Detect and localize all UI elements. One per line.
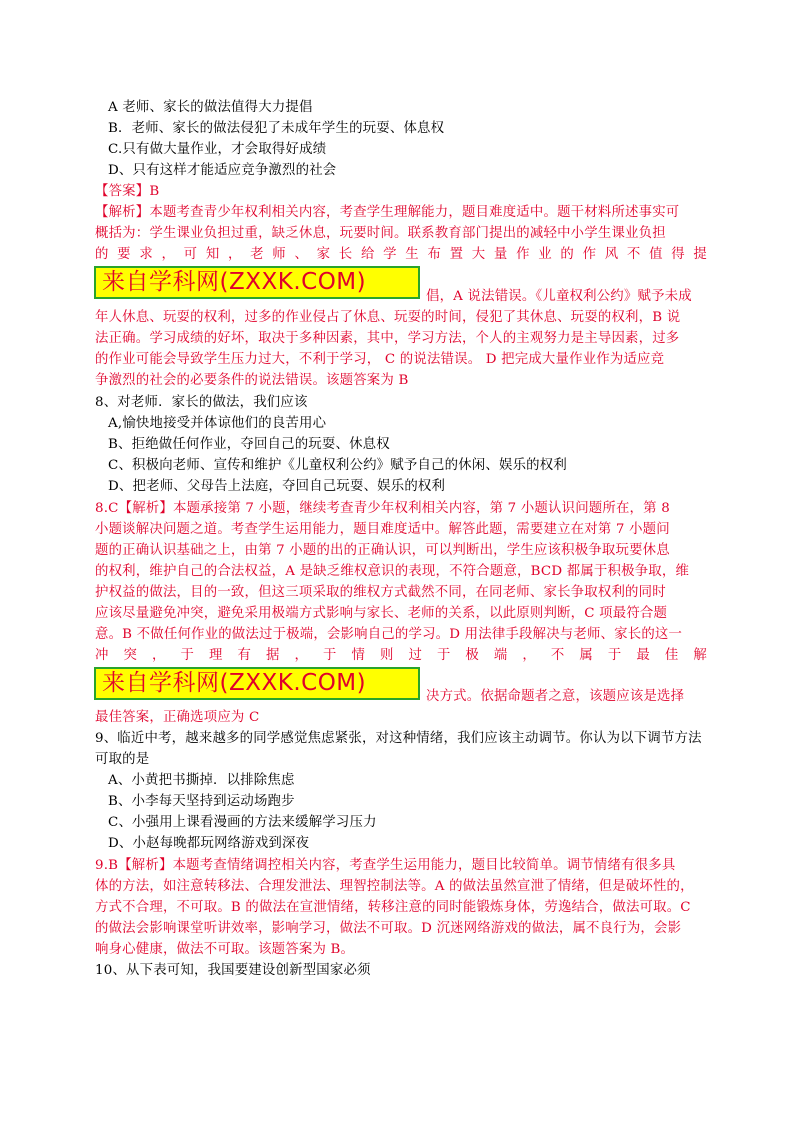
q9-option-c: C、小强用上课看漫画的方法来缓解学习压力	[108, 815, 377, 830]
q7-option-d: D、只有这样才能适应竞争激烈的社会	[108, 163, 337, 178]
q7-analysis-line: 的作业可能会导致学生压力过大，不利于学习， C 的说法错误。 D 把完成大量作业作为适应竞	[95, 352, 665, 367]
q9-option-b: B、小李每天坚持到运动场跑步	[108, 794, 295, 809]
q8-analysis-line: 小题谈解决问题之道。考查学生运用能力，题目难度适中。解答此题，需要建立在对第 7 小题问	[95, 522, 670, 537]
q9-analysis-line: 方式不合理，不可取。B 的做法在宣泄情绪，转移注意的同时能锻炼身体，劳逸结合，做法可取。C	[95, 900, 691, 915]
q8-analysis-line: 的权利，维护自己的合法权益，A 是缺乏维权意识的表现，不符合题意，BCD 都属于积极争取，维	[95, 564, 690, 579]
q8-analysis-line: 意。B 不做任何作业的做法过于极端，会影响自己的学习。D 用法律手段解决与老师、家长的这一	[95, 627, 683, 642]
q9-stem: 可取的是	[95, 752, 150, 767]
q9-analysis-line: 9.B【解析】本题考查情绪调控相关内容，考查学生运用能力，题目比较简单。调节情绪有很多具	[95, 858, 676, 873]
q9-analysis-line: 响身心健康，做法不可取。该题答案为 B。	[95, 942, 355, 957]
watermark-banner: 来自学科网(ZXXK.COM)	[94, 266, 420, 299]
q9-option-a: A、小黄把书撕掉．以排除焦虑	[108, 773, 295, 788]
q8-option-b: B、拒绝做任何作业，夺回自己的玩耍、休息权	[108, 437, 390, 452]
q9-analysis-line: 的做法会影响课堂听讲效率，影响学习，做法不可取。D 沉迷网络游戏的做法，属不良行为，会影	[95, 921, 682, 936]
q9-option-d: D、小赵每晚都玩网络游戏到深夜	[108, 836, 310, 851]
q8-analysis-line: 最佳答案，正确选项应为 C	[95, 710, 260, 725]
q8-analysis-line: 冲 突 ， 于 理 有 据 ， 于 情 则 过 于 极 端 ， 不 属 于 最 佳 解	[95, 648, 707, 663]
q8-analysis-line: 题的正确认识基础之上，由第 7 小题的出的正确认识，可以判断出，学生应该积极争取玩要休息	[95, 543, 670, 558]
q8-analysis-line: 应该尽量避免冲突，避免采用极端方式影响与家长、老师的关系，以此原则判断，C 项最符合题	[95, 606, 668, 621]
q7-option-a: A 老师、家长的做法值得大力提倡	[108, 100, 313, 115]
q7-analysis-line: 年人休息、玩耍的权利，过多的作业侵占了休息、玩耍的时间，侵犯了其休息、玩耍的权利，B 说	[95, 310, 681, 325]
q9-stem: 9、临近中考，越来越多的同学感觉焦虑紧张，对这种情绪，我们应该主动调节。你认为以下调节方法	[95, 731, 702, 746]
q7-option-b: B．老师、家长的做法侵犯了未成年学生的玩耍、体息权	[108, 121, 445, 136]
q7-answer: 【答案】B	[95, 184, 160, 199]
q7-analysis-line: 概括为：学生课业负担过重，缺乏休息，玩要时间。联系教育部门提出的减轻中小学生课业负担	[95, 226, 666, 241]
q8-analysis-after-banner: 决方式。依据命题者之意，该题应该是选择	[426, 689, 685, 704]
q7-analysis-line: 法正确。学习成绩的好坏，取决于多种因素，其中，学习方法，个人的主观努力是主导因素，过多	[95, 331, 680, 346]
q7-option-c: C.只有做大量作业，才会取得好成绩	[108, 142, 327, 157]
q8-analysis-line: 8.C【解析】本题承接第 7 小题，继续考查青少年权利相关内容，第 7 小题认识问题所在，第 8	[95, 501, 670, 516]
q8-option-a: A,愉快地接受并体谅他们的良苦用心	[108, 416, 327, 431]
q8-option-d: D、把老师、父母告上法庭，夺回自己玩耍、娱乐的权利	[108, 479, 446, 494]
q9-analysis-line: 体的方法，如注意转移法、合理发泄法、理智控制法等。A 的做法虽然宣泄了情绪，但是破坏性的，	[95, 879, 694, 894]
q7-analysis-line: 【解析】本题考查青少年权利相关内容，考查学生理解能力，题目难度适中。题干材料所述事实可	[95, 205, 680, 220]
q10-stem: 10、从下表可知，我国要建设创新型国家必须	[95, 963, 371, 978]
q8-stem: 8、对老师．家长的做法，我们应该	[95, 395, 308, 410]
q7-analysis-after-banner: 倡，A 说法错误。《儿童权利公约》赋予未成	[426, 289, 692, 304]
q7-analysis-line: 争激烈的社会的必要条件的说法错误。该题答案为 B	[95, 373, 409, 388]
q7-analysis-line: 的 要 求 ， 可 知 ， 老 师 、 家 长 给 学 生 布 置 大 量 作 业 的 作 风 不 值 得 提	[95, 247, 707, 262]
q8-analysis-line: 护权益的做法，目的一致，但这三项采取的维权方式截然不同，在同老师、家长争取权利的同时	[95, 585, 666, 600]
watermark-banner: 来自学科网(ZXXK.COM)	[94, 667, 420, 700]
q8-option-c: C、积极向老师、宣传和维护《儿童权利公约》赋予自己的休闲、娱乐的权利	[108, 458, 567, 473]
